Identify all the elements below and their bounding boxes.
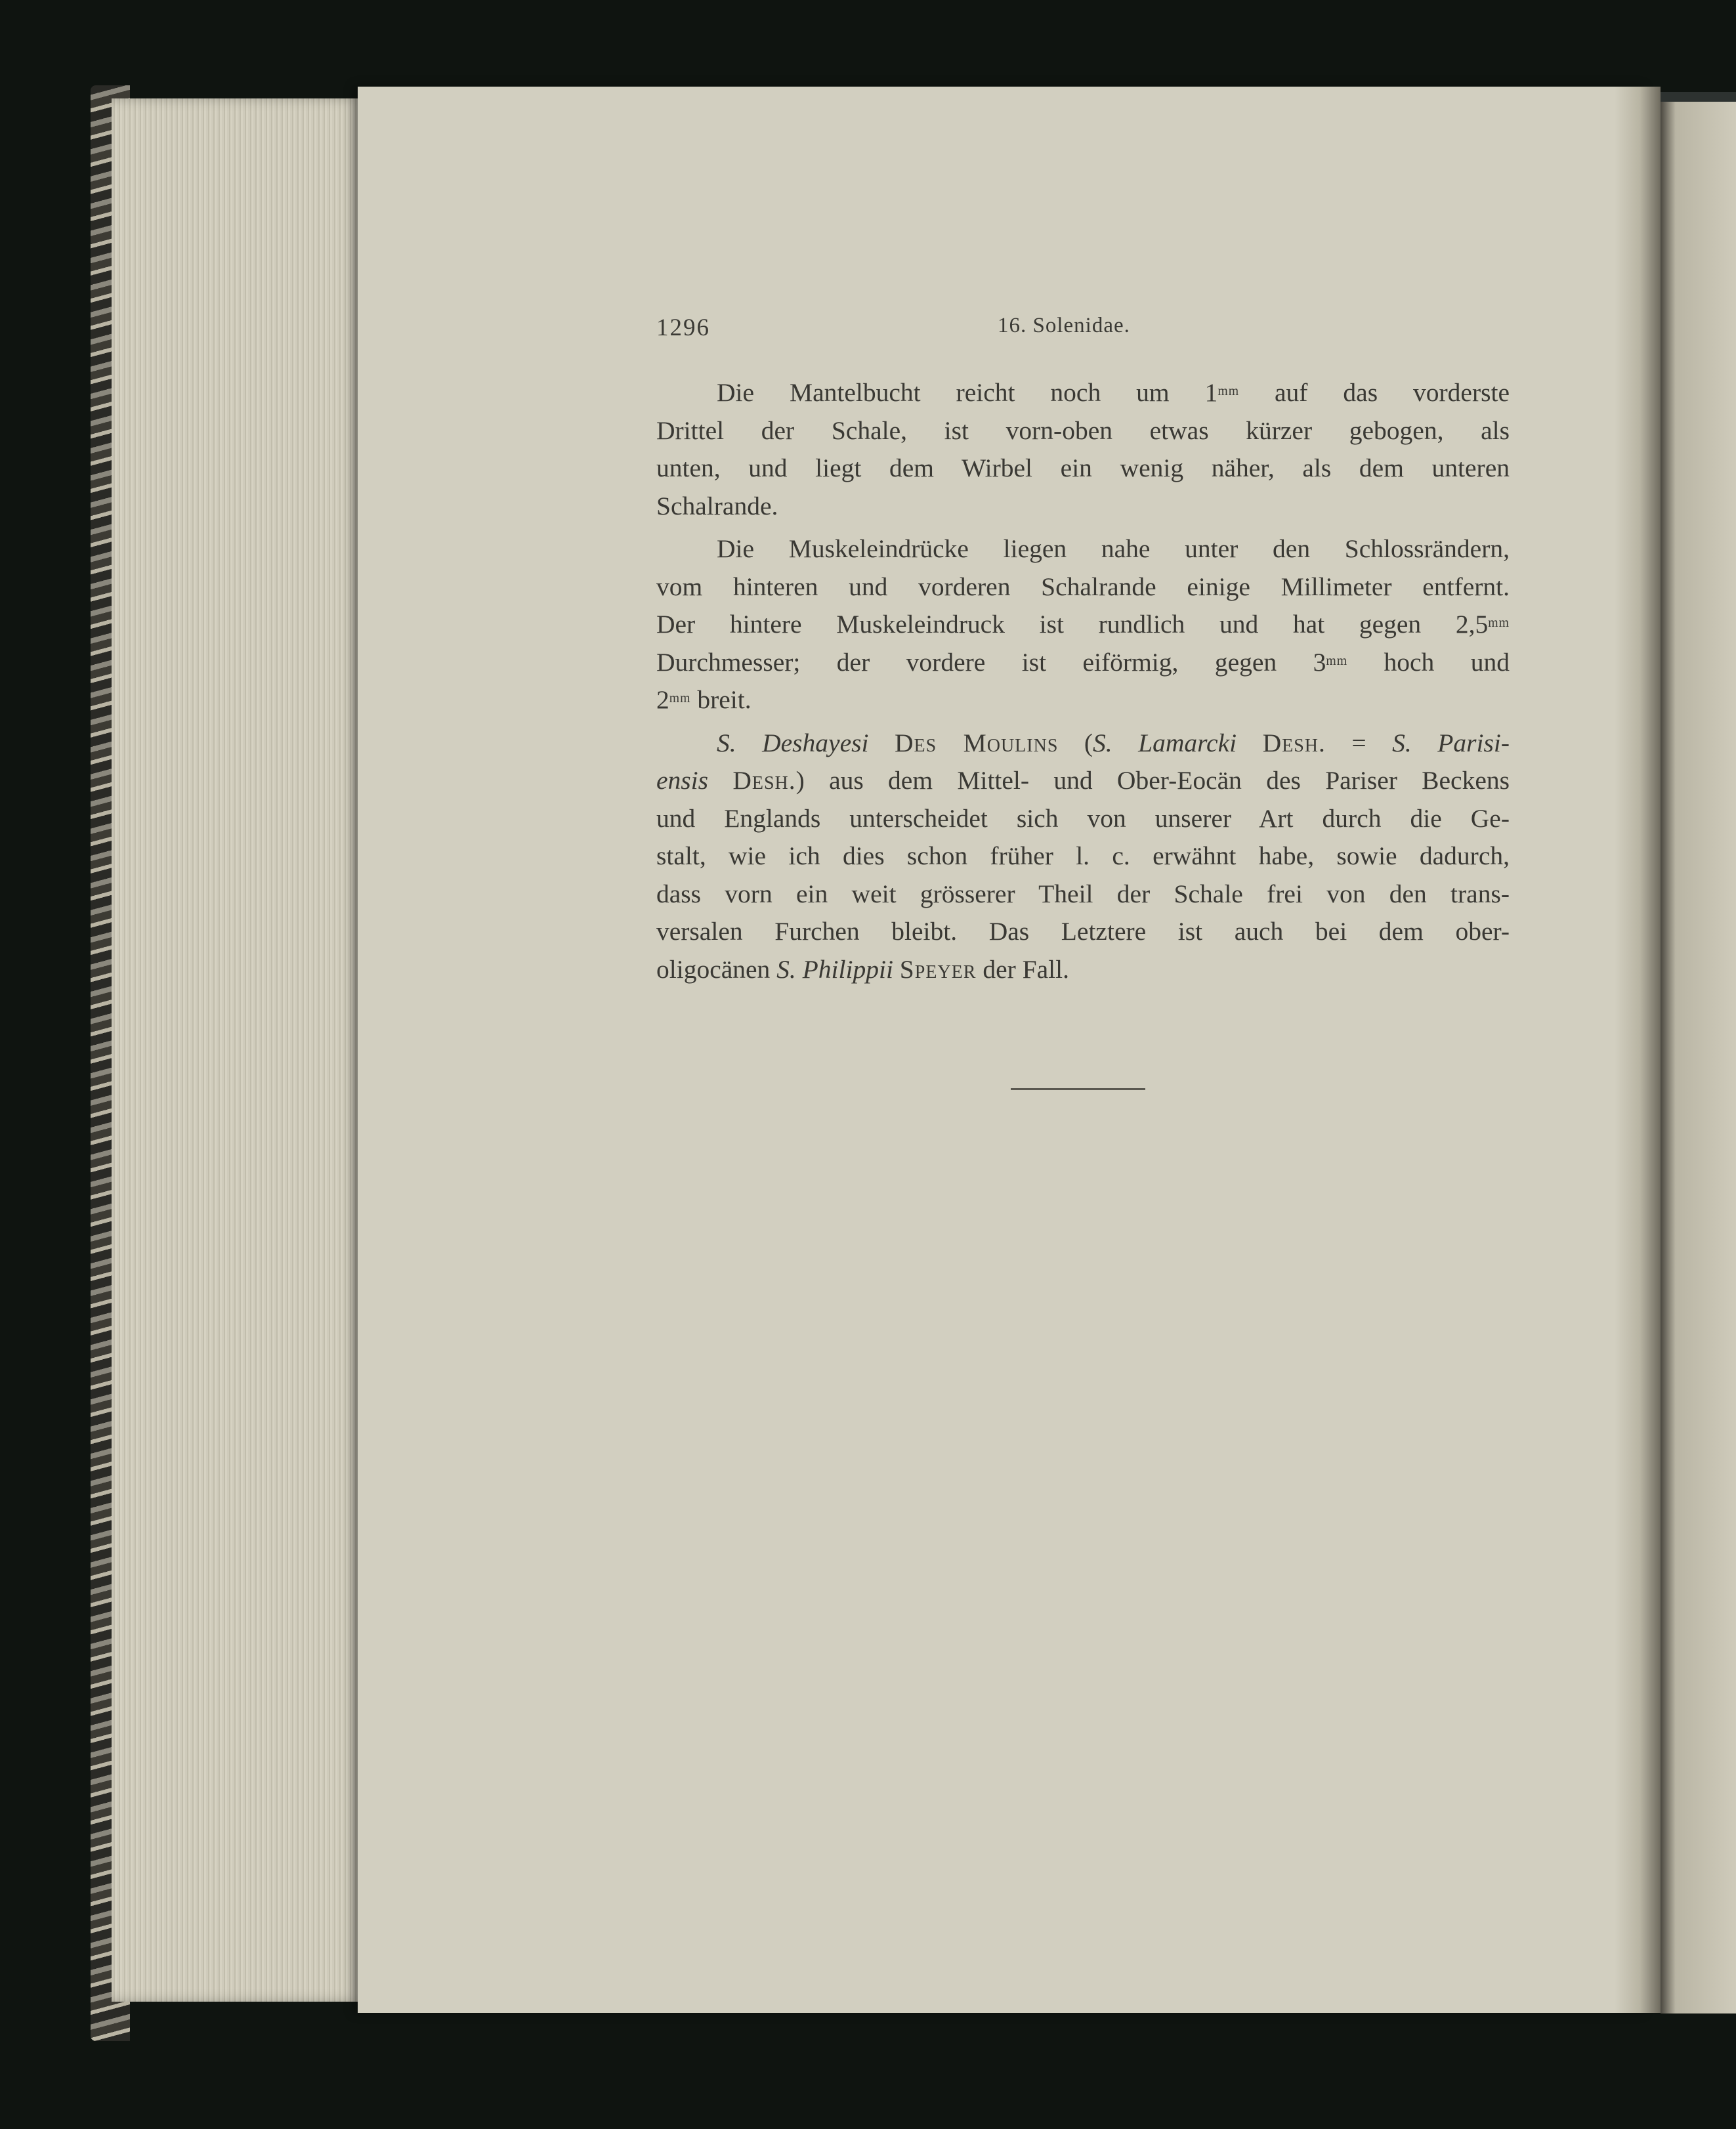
text-line: stalt, wie ich dies schon früher l. c. erwähnt habe, sowie dadurch,	[656, 841, 1510, 870]
unit-superscript: mm	[1488, 616, 1510, 630]
author-name: Desh.	[1262, 728, 1326, 757]
text-span: Der hintere Muskeleindruck ist rundlich und hat gegen 2,5	[656, 610, 1489, 639]
book-gutter	[1615, 87, 1661, 2013]
text-span: der Fall.	[976, 954, 1069, 984]
text-line: vom hinteren und vorderen Schalrande einige Millimeter entfernt.	[656, 572, 1510, 601]
text-line	[656, 606, 1510, 644]
text-line: Drittel der Schale, ist vorn-oben etwas kürzer gebogen, als	[656, 415, 1510, 445]
text-line: dass vorn ein weit grösserer Theil der Schale frei von den trans-	[656, 879, 1510, 908]
author-name: Speyer	[899, 954, 977, 984]
text-line: unten, und liegt dem Wirbel ein wenig näher, als dem unteren	[656, 453, 1510, 482]
author-name: Des Moulins	[894, 728, 1059, 757]
text-span: auf das vorderste	[1239, 378, 1510, 407]
species-name: S. Deshayesi	[717, 728, 869, 757]
species-name: S. Parisi-	[1392, 728, 1510, 757]
text-line	[656, 644, 1510, 682]
text-line	[656, 762, 1510, 800]
text-line: versalen Furchen bleibt. Das Letztere ist auch bei dem ober-	[656, 917, 1510, 946]
page-header	[656, 314, 1510, 353]
running-head: 16. Solenidae.	[998, 314, 1130, 337]
text-line: Die Muskeleindrücke liegen nahe unter den Schlossrändern,	[717, 534, 1510, 563]
text-span: Die Mantelbucht reicht noch um 1	[717, 378, 1218, 407]
text-span: (	[1058, 728, 1093, 757]
text-line	[656, 725, 1510, 763]
species-name: S. Philippii	[776, 954, 893, 984]
text-line	[656, 374, 1510, 412]
text-line: Schalrande.	[656, 491, 778, 520]
unit-superscript: mm	[1326, 653, 1348, 668]
text-span: hoch und	[1347, 647, 1510, 677]
text-span: Durchmesser; der vordere ist eiförmig, gegen 3	[656, 647, 1326, 677]
section-end-rule	[1011, 1088, 1145, 1090]
book-cover-right	[1661, 92, 1736, 102]
species-name: S. Lamarcki	[1093, 728, 1237, 757]
text-line	[656, 681, 1510, 719]
text-span: oligocänen	[656, 954, 777, 984]
author-name: Desh.	[732, 766, 796, 795]
species-name: ensis	[656, 766, 708, 795]
text-line: und Englands unterscheidet sich von unserer Art durch die Ge-	[656, 803, 1510, 833]
unit-superscript: mm	[1217, 384, 1240, 398]
unit-superscript: mm	[669, 691, 691, 706]
text-span: =	[1325, 728, 1393, 757]
text-line	[656, 951, 1510, 989]
facing-page-edge	[1661, 97, 1736, 2013]
page-edges	[112, 98, 361, 2002]
text-span: ) aus dem Mittel- und Ober-Eocän des Pariser Beckens	[795, 766, 1510, 795]
text-span: breit.	[690, 685, 752, 714]
text-span: 2	[656, 685, 669, 714]
body-text	[656, 374, 1510, 988]
page-number: 1296	[656, 314, 710, 341]
